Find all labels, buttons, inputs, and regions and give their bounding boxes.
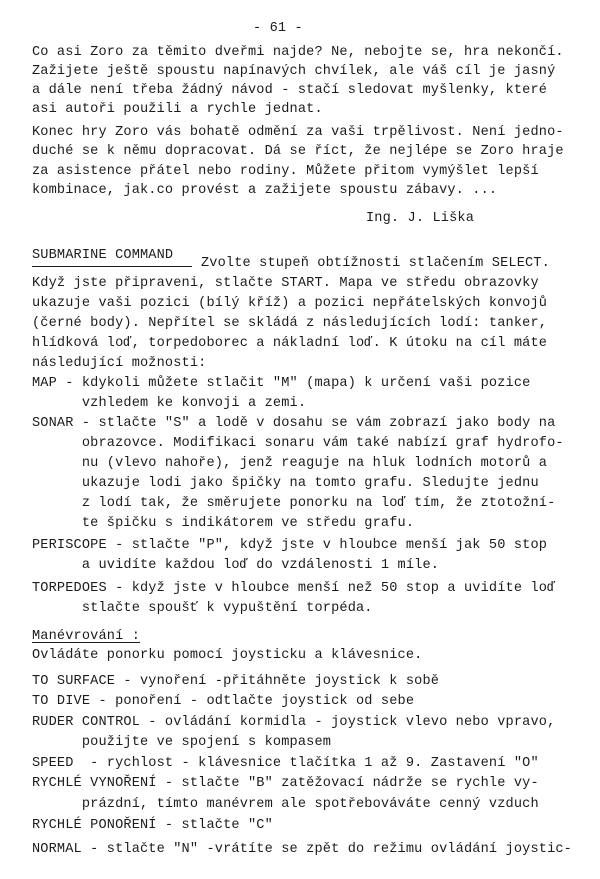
heading-underline [32, 266, 192, 267]
submarine-line: ukazuje vaši pozici (bílý kříž) a pozici nepřátelských konvojů [32, 296, 548, 311]
section-heading-submarine: SUBMARINE COMMAND [32, 248, 174, 263]
submarine-intro-tail: Zvolte stupeň obtížnosti stlačením SELECT. [201, 256, 550, 271]
submarine-line: Když jste připraveni, stlačte START. Mapa ve středu obrazovky [32, 276, 539, 291]
maneuver-fast-surface-cont: prázdní, tímto manévrem ale spotřebováváte cenný vzduch [32, 797, 539, 812]
option-periscope-cont: a uvidíte každou loď do vzdálenosti 1 míle. [32, 558, 440, 573]
maneuver-line: Ovládáte ponorku pomocí joysticku a klávesnice. [32, 648, 423, 663]
intro-line: a dále není třeba žádný návod - stačí sledovat myšlenky, které [32, 83, 548, 98]
intro-line: Co asi Zoro za těmito dveřmi najde? Ne, nebojte se, hra nekončí. [32, 45, 564, 60]
intro-line: za asistence přátel nebo rodiny. Můžete přitom vymýšlet lepší [32, 164, 539, 179]
maneuver-to-surface: TO SURFACE - vynoření -přitáhněte joystick k sobě [32, 674, 440, 689]
option-sonar-cont: z lodí tak, že směrujete ponorku na loď tím, že ztotožní- [32, 496, 556, 511]
intro-line: Konec hry Zoro vás bohatě odmění za vaši trpělivost. Není jedno- [32, 125, 564, 140]
intro-line: duché se k němu dopracovat. Dá se říct, že nejlépe se Zoro hraje [32, 144, 564, 159]
option-map: MAP - kdykoli můžete stlačit "M" (mapa) k určení vaši pozice [32, 376, 531, 391]
option-sonar-cont: te špičku s indikátorem ve středu grafu. [32, 516, 415, 531]
maneuver-rudder-cont: použijte ve spojení s kompasem [32, 735, 332, 750]
option-sonar-cont: obrazovce. Modifikaci sonaru vám také nabízí graf hydrofo- [32, 436, 564, 451]
page-number: - 61 - [253, 21, 303, 36]
option-torpedoes-cont: stlačte spoušť k vypuštění torpéda. [32, 601, 373, 616]
option-sonar: SONAR - stlačte "S" a lodě v dosahu se vám zobrazí jako body na [32, 416, 556, 431]
submarine-line: následující možnosti: [32, 356, 207, 371]
maneuver-fast-dive: RYCHLÉ PONOŘENÍ - stlačte "C" [32, 818, 273, 833]
intro-line: asi autoři použili a rychle jednat. [32, 102, 323, 117]
option-torpedoes: TORPEDOES - když jste v hloubce menší než 50 stop a uvidíte loď [32, 581, 556, 596]
maneuver-to-dive: TO DIVE - ponoření - odtlačte joystick od sebe [32, 694, 415, 709]
maneuver-normal: NORMAL - stlačte "N" -vrátíte se zpět do režimu ovládání joystic- [32, 842, 572, 857]
maneuver-speed: SPEED - rychlost - klávesnice tlačítka 1 až 9. Zastavení "O" [32, 756, 539, 771]
option-periscope: PERISCOPE - stlačte "P", když jste v hloubce menší jak 50 stop [32, 538, 548, 553]
option-sonar-cont: ukazuje lodi jako špičky na tomto grafu. Sledujte jednu [32, 476, 539, 491]
section-heading-maneuver: Manévrování : [32, 629, 140, 644]
option-sonar-cont: nu (vlevo nahoře), jenž reaguje na hluk lodních motorů a [32, 456, 548, 471]
submarine-line: hlídková loď, torpedoborec a nákladní loď. K útoku na cíl máte [32, 336, 548, 351]
maneuver-rudder: RUDER CONTROL - ovládání kormidla - joystick vlevo nebo vpravo, [32, 715, 556, 730]
option-map-cont: vzhledem ke konvoji a zemi. [32, 396, 307, 411]
maneuver-fast-surface: RYCHLÉ VYNOŘENÍ - stlačte "B" zatěžovací nádrže se rychle vy- [32, 776, 539, 791]
intro-line: Zažijete ještě spoustu napínavých chvílek, ale váš cíl je jasný [32, 64, 556, 79]
intro-line: kombinace, jak.co provést a zažijete spoustu zábavy. ... [32, 183, 498, 198]
author-signature: Ing. J. Liška [366, 211, 474, 226]
submarine-line: (černé body). Nepřítel se skládá z následujících lodí: tanker, [32, 316, 548, 331]
